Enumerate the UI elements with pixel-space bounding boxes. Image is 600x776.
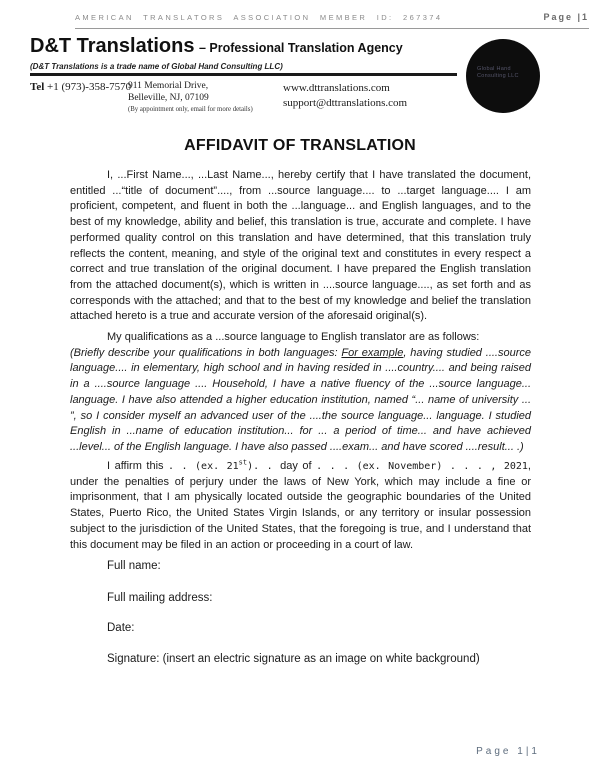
agency-name: D&T Translations [30, 35, 195, 57]
brand-divider-rule [30, 73, 457, 76]
day-of-text: day of [280, 460, 317, 472]
trade-name-note: (D&T Translations is a trade name of Global Hand Consulting LLC) [30, 62, 283, 71]
affirmation-paragraph [70, 459, 531, 553]
logo-text-line-1: Global Hand [477, 66, 511, 72]
logo-text-line-2: Consulting LLC [477, 72, 519, 79]
qualifications-text-post: , having studied ....source language.... in elementary, high school and in having resided in ....country.... and being raised in a ....source language .... Household, I have a native fluency of the ...source language... language. I have also attended a higher education institution, named “... name of university ... ”, so I consider myself an advanced user of the ....the source language... language. I studied English in ...name of education institution... for ... a period of time... and have achieved ...level... of the English language. I have also passed ....exam... and have scored ....result... .) [70, 346, 532, 453]
document-title: AFFIDAVIT OF TRANSLATION [184, 137, 416, 154]
qualifications-paragraph [70, 330, 531, 456]
certification-paragraph: I, ...First Name..., ...Last Name..., hereby certify that I have translated the document, entitled ...“title of document”...., from ...source language.... to ...target language.... I am proficient, competent, and fluent in both the ...language... and English languages, and to the best of my knowledge, ability and belief, this translation is true, accurate and complete. I have performed quality control on this translation and have determined, that this translation truly reflects the content, meaning, and style of the original text and constitutes in every respect a correct and true translation of the original document. I have prepared the English translation from the attached document(s), which is written in ....source language...., as set forth and as corresponds with the attached; and that to the best of my knowledge and belief the translation attached hereto is a true and accurate version of the aforesaid original(s). [70, 169, 531, 323]
for-example-underlined: For example [341, 346, 404, 359]
day-placeholder-post: ). . [247, 461, 281, 472]
qualifications-intro-line: My qualifications as a ...source language to English translator are as follows: [107, 331, 480, 343]
date-field-label: Date: [107, 622, 135, 634]
address-line-1: 911 Memorial Drive, [128, 81, 209, 91]
support-email: support@dttranslations.com [283, 97, 408, 109]
ata-membership-line: AMERICAN TRANSLATORS ASSOCIATION MEMBER ID: 267374 [75, 13, 443, 22]
header-page-number: Page |1 [543, 12, 589, 22]
tel-label: Tel [30, 81, 45, 93]
day-placeholder [168, 458, 281, 472]
full-name-field-label: Full name: [107, 560, 161, 572]
address-line-2: Belleville, NJ, 07109 [128, 93, 209, 103]
agency-tagline: – Professional Translation Agency [198, 41, 403, 55]
company-logo [466, 39, 540, 113]
agency-brand [30, 35, 460, 58]
affirmation-rest: , under the penalties of perjury under the laws of New York, which may include a fine or imprisonment, that I am physically located outside the geographic boundaries of the United States, Puerto Rico, the United States Virgin Islands, or any territory or insular possession subject to the jurisdiction of the United States, that the foregoing is true, and I understand that this document may be filed in an action or proceeding in a court of law. [70, 460, 531, 551]
day-ordinal-suffix: st [238, 458, 248, 467]
website-url: www.dttranslations.com [283, 82, 390, 94]
month-placeholder: . . . (ex. November) . . . , [316, 461, 504, 472]
appointment-note: (By appointment only, email for more details) [128, 106, 253, 113]
signature-field-label: Signature: (insert an electric signature as an image on white background) [107, 653, 480, 665]
mailing-address-field-label: Full mailing address: [107, 592, 213, 604]
document-header [75, 12, 589, 29]
day-placeholder-pre: . . (ex. 21 [168, 461, 239, 472]
logo-text [477, 66, 519, 79]
qualifications-text-pre: (Briefly describe your qualifications in both languages: [70, 346, 342, 359]
affirmation-lead: I affirm this [107, 460, 169, 472]
tel-value: +1 (973)-358-7570 [47, 81, 132, 93]
year-value: 2021 [503, 461, 528, 472]
qualifications-example-text [70, 346, 531, 456]
footer-page-number: Page 1|1 [476, 746, 540, 757]
mailing-address-block [128, 80, 253, 116]
web-contact-block [283, 81, 407, 111]
phone-number [30, 81, 131, 93]
